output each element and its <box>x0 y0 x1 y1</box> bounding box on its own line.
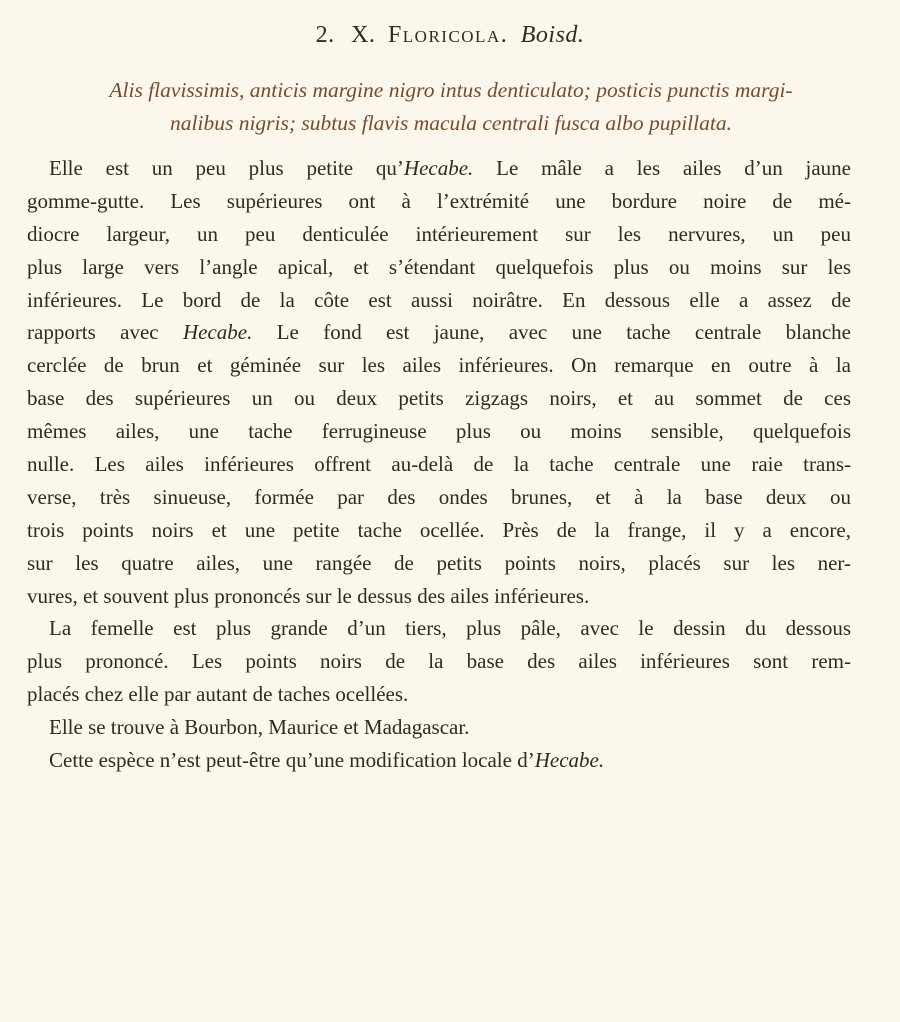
text-line <box>27 744 851 777</box>
text-line: diocre largeur, un peu denticulée intérieurement sur les nervures, un peu <box>27 221 851 246</box>
latin-diagnosis <box>36 74 866 140</box>
genus-marker: X. <box>351 22 376 48</box>
species-number: 2. <box>315 22 335 48</box>
text-line: vures, et souvent plus prononcés sur le dessus des ailes inférieures. <box>27 583 590 608</box>
text-line: inférieures. Le bord de la côte est aussi noirâtre. En dessous elle a assez de <box>27 287 851 312</box>
text-line: Elle se trouve à Bourbon, Maurice et Madagascar. <box>49 715 470 740</box>
species-reference: Hecabe. <box>403 156 474 180</box>
species-heading <box>0 22 900 49</box>
text-line: nulle. Les ailes inférieures offrent au-delà de la tache centrale une raie trans- <box>27 452 851 477</box>
species-author: Boisd. <box>520 22 585 48</box>
text-line: placés chez elle par autant de taches ocellées. <box>27 682 409 707</box>
text-line: verse, très sinueuse, formée par des ondes brunes, et à la base deux ou <box>27 484 851 509</box>
species-reference: Hecabe. <box>534 748 605 773</box>
text-line: trois points noirs et une petite tache ocellée. Près de la frange, il y a encore, <box>27 517 851 542</box>
diagnosis-line: Alis flavissimis, anticis margine nigro intus denticulato; posticis punctis margi- <box>109 78 793 102</box>
text-run: Elle est un peu plus petite qu’ <box>49 156 404 180</box>
text-line: sur les quatre ailes, une rangée de petits points noirs, placés sur les ner- <box>27 550 851 575</box>
text-line <box>27 316 851 349</box>
text-line: gomme-gutte. Les supérieures ont à l’extrémité une bordure noire de mé- <box>27 188 851 213</box>
text-line: plus large vers l’angle apical, et s’étendant quelquefois plus ou moins sur les <box>27 254 851 279</box>
diagnosis-line: nalibus nigris; subtus flavis macula centrali fusca albo pupillata. <box>170 111 732 135</box>
text-run: Cette espèce n’est peut-être qu’une modification locale d’ <box>49 748 535 773</box>
text-line: plus prononcé. Les points noirs de la base des ailes inférieures sont rem- <box>27 649 851 674</box>
text-line: cerclée de brun et géminée sur les ailes inférieures. On remarque en outre à la <box>27 353 851 378</box>
text-line: base des supérieures un ou deux petits zigzags noirs, et au sommet de ces <box>27 386 851 411</box>
description-text <box>27 152 851 777</box>
species-name: Floricola. <box>387 22 509 48</box>
text-run: Le fond est jaune, avec une tache centrale blanche <box>252 320 851 345</box>
text-line <box>27 152 851 185</box>
text-line: La femelle est plus grande d’un tiers, plus pâle, avec le dessin du dessous <box>49 616 851 641</box>
text-run: Le mâle a les ailes d’un jaune <box>473 156 851 180</box>
text-run: rapports avec <box>27 320 183 345</box>
text-line: mêmes ailes, une tache ferrugineuse plus ou moins sensible, quelquefois <box>27 419 851 444</box>
species-reference: Hecabe. <box>182 320 253 345</box>
